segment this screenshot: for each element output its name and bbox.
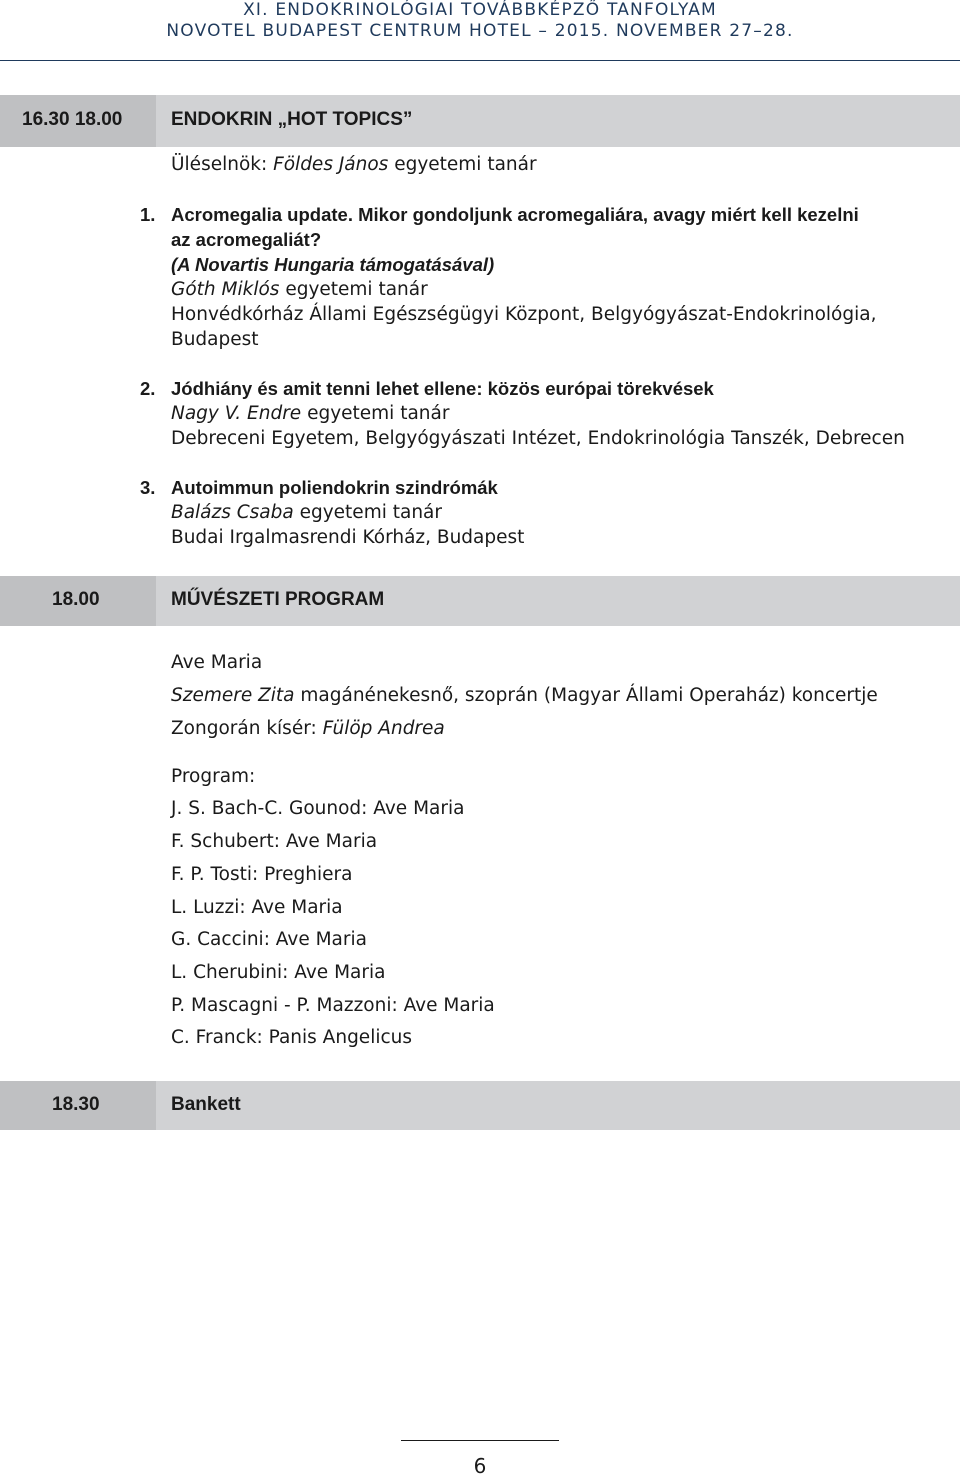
session-title: ENDOKRIN „HOT TOPICS” [171, 109, 413, 130]
talk-affiliation: Honvédkórház Állami Egészségügyi Központ, Belgyógyászat-Endokrinológia, [171, 304, 877, 325]
program-item: C. Franck: Panis Angelicus [171, 1027, 413, 1048]
talk-speaker [171, 278, 428, 302]
header-conference-title: XI. ENDOKRINOLÓGIAI TOVÁBBKÉPZŐ TANFOLYAM [243, 0, 717, 20]
chair-name: Földes János [273, 154, 389, 175]
session-band-hot-topics [0, 95, 960, 147]
accomp-prefix: Zongorán kísér: [171, 718, 323, 739]
session-time: 18.00 [52, 589, 100, 610]
program-item: L. Cherubini: Ave Maria [171, 962, 386, 983]
program-item: J. S. Bach-C. Gounod: Ave Maria [171, 798, 465, 819]
talk-number: 2. [140, 378, 156, 399]
program-item: F. P. Tosti: Preghiera [171, 864, 353, 885]
talk-affiliation: Debreceni Egyetem, Belgyógyászati Intézet, Endokrinológia Tanszék, Debrecen [171, 428, 905, 449]
session-band-banquet [0, 1081, 960, 1130]
speaker-name: Balázs Csaba [171, 502, 294, 523]
session-time: 16.30 18.00 [22, 109, 123, 130]
performer-desc: magánénekesnő, szoprán (Magyar Állami Operaház) koncertje [294, 685, 878, 706]
talk-title: Acromegalia update. Mikor gondoljunk acromegaliára, avagy miért kell kezelni [171, 204, 859, 225]
chair-prefix: Üléselnök: [171, 154, 274, 175]
header-rule [0, 60, 960, 61]
program-item: L. Luzzi: Ave Maria [171, 897, 343, 918]
talk-title: Jódhiány és amit tenni lehet ellene: közös európai törekvések [171, 378, 714, 399]
talk-speaker [171, 501, 442, 525]
concert-performer [171, 684, 878, 708]
talk-title: Autoimmun poliendokrin szindrómák [171, 477, 498, 498]
talk-affiliation-cont: Budapest [171, 329, 259, 350]
program-item: G. Caccini: Ave Maria [171, 929, 367, 950]
program-label: Program: [171, 766, 256, 787]
chair-role: egyetemi tanár [388, 154, 537, 175]
speaker-name: Nagy V. Endre [171, 403, 302, 424]
session-title: Bankett [171, 1094, 241, 1115]
talk-number: 3. [140, 477, 156, 498]
talk-title-cont: az acromegaliát? [171, 229, 322, 250]
footer-rule [401, 1440, 559, 1441]
session-band-art-program [0, 576, 960, 626]
session-time: 18.30 [52, 1094, 100, 1115]
speaker-name: Góth Miklós [171, 279, 280, 300]
program-item: F. Schubert: Ave Maria [171, 831, 378, 852]
speaker-role: egyetemi tanár [293, 502, 442, 523]
talk-number: 1. [140, 204, 156, 225]
talk-speaker [171, 402, 449, 426]
concert-accompanist [171, 717, 445, 741]
speaker-role: egyetemi tanár [301, 403, 450, 424]
accomp-name: Fülöp Andrea [322, 718, 445, 739]
header-venue-date: NOVOTEL BUDAPEST CENTRUM HOTEL – 2015. NOVEMBER 27–28. [166, 21, 794, 41]
session-chair [171, 153, 537, 177]
performer-name: Szemere Zita [171, 685, 295, 706]
talk-sponsor: (A Novartis Hungaria támogatásával) [171, 254, 495, 275]
session-title: MŰVÉSZETI PROGRAM [171, 589, 385, 610]
concert-piece: Ave Maria [171, 652, 263, 673]
speaker-role: egyetemi tanár [279, 279, 428, 300]
talk-affiliation: Budai Irgalmasrendi Kórház, Budapest [171, 527, 525, 548]
page-number: 6 [473, 1454, 487, 1478]
program-item: P. Mascagni - P. Mazzoni: Ave Maria [171, 995, 495, 1016]
